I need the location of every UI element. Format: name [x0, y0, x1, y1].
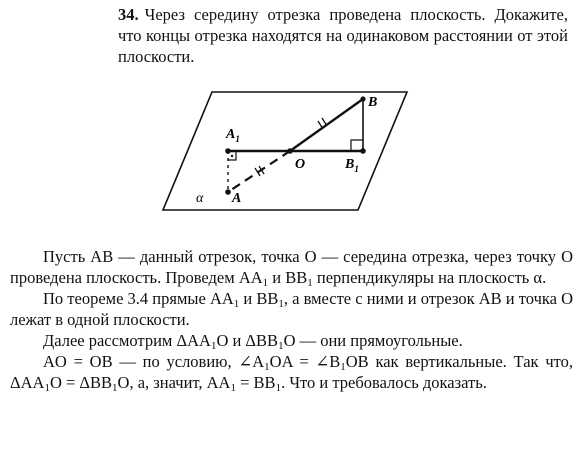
label-b1: $B_1$ — [345, 157, 359, 174]
solution-paragraph-4 — [10, 351, 573, 393]
tick-ob-1 — [318, 121, 323, 129]
geometry-figure — [160, 82, 410, 232]
point-o — [287, 148, 293, 154]
text-run: Далее рассмотрим ΔAA — [43, 331, 211, 350]
tick-ob-2 — [322, 118, 327, 126]
label-b: B — [368, 95, 378, 110]
segment-oa — [228, 151, 290, 192]
problem-statement — [118, 4, 568, 67]
subscript: 1 — [230, 382, 236, 394]
subscript: 1 — [210, 340, 217, 352]
text-run: Пусть AB — данный отрезок, точка O — середина отрезка, через точку O проведена плоскость. Проведем AA — [10, 247, 573, 287]
point-a1 — [225, 148, 231, 154]
text-run: и BB — [268, 268, 308, 287]
solution-paragraph-3 — [10, 330, 573, 351]
text-run: OB как вертикальные. Так что, ΔAA — [10, 352, 574, 392]
text-run: OA = ∠B — [269, 352, 341, 371]
problem-text: Через середину отрезка проведена плоскость. Докажите, что концы отрезка находятся на одинаковом расстоянии от этой плоскости. — [118, 5, 568, 66]
subscript: 1 — [278, 340, 284, 352]
label-a1: $A_1$ — [226, 127, 240, 144]
subscript: 1 — [233, 298, 240, 310]
right-angle-a1-dot — [231, 155, 233, 157]
label-alpha: α — [196, 191, 204, 206]
label-a: A — [232, 191, 242, 206]
problem-number: 34. — [118, 5, 139, 24]
text-run: O, а, значит, AA — [117, 373, 231, 392]
solution-paragraph-2 — [10, 288, 573, 330]
text-run: AO = OB — по условию, ∠A — [43, 352, 265, 371]
solution — [10, 246, 573, 393]
label-o: O — [295, 157, 306, 172]
subscript: 1 — [275, 382, 282, 394]
subscript: 1 — [340, 361, 346, 373]
point-b — [360, 96, 365, 101]
subscript: 1 — [278, 298, 284, 310]
text-run: = BB — [235, 373, 276, 392]
text-run: перпендикуляры на плоскость α. — [312, 268, 547, 287]
solution-paragraph-1 — [10, 246, 573, 288]
subscript: 1 — [44, 382, 50, 394]
text-run: , а вместе с ними и отрезок AB и точка O лежат в одной плоскости. — [10, 289, 574, 329]
text-run: O = ΔBB — [49, 373, 113, 392]
text-run: O — они прямоугольные. — [283, 331, 463, 350]
subscript: 1 — [262, 277, 269, 289]
text-run: и BB — [239, 289, 279, 308]
point-a — [225, 189, 231, 195]
subscript: 1 — [264, 361, 270, 373]
text-run: O и ΔBB — [216, 331, 279, 350]
text-run: По теореме 3.4 прямые AA — [43, 289, 234, 308]
subscript: 1 — [307, 277, 313, 289]
point-b1 — [360, 148, 366, 154]
text-run: . Что и требовалось доказать. — [281, 373, 487, 392]
subscript: 1 — [112, 382, 118, 394]
